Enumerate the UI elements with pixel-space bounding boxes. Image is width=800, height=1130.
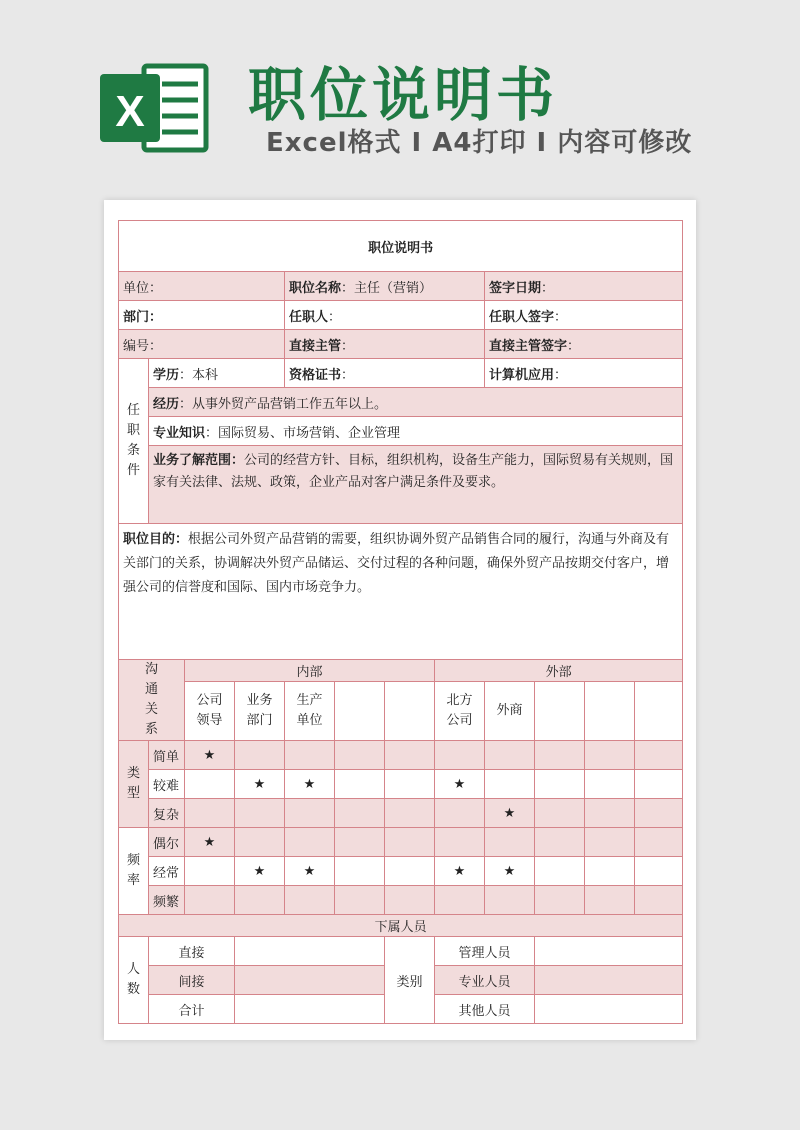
comm-cell[interactable] — [635, 828, 683, 857]
comm-row-label: 较难 — [149, 770, 185, 799]
document-sheet — [104, 200, 696, 1040]
star-mark-icon[interactable]: ★ — [485, 799, 535, 828]
subordinates-left-value[interactable] — [235, 995, 385, 1024]
supervisor-sign-label: 直接主管签字 — [489, 338, 568, 354]
purpose-cell[interactable] — [119, 524, 683, 660]
comm-cell[interactable] — [635, 741, 683, 770]
comm-cell[interactable] — [335, 828, 385, 857]
comm-cell[interactable] — [335, 770, 385, 799]
comm-column-header: 业务 部门 — [235, 682, 285, 741]
subordinates-right-value[interactable] — [535, 995, 683, 1024]
comm-cell[interactable] — [385, 741, 435, 770]
comm-row — [119, 886, 683, 915]
holder-sign-cell[interactable] — [485, 301, 683, 330]
comm-cell[interactable] — [185, 770, 235, 799]
comm-cell[interactable] — [635, 886, 683, 915]
star-mark-icon[interactable]: ★ — [285, 770, 335, 799]
star-mark-icon[interactable]: ★ — [435, 857, 485, 886]
education-cell[interactable] — [149, 359, 285, 388]
comm-cell[interactable] — [635, 857, 683, 886]
comm-cell[interactable] — [335, 741, 385, 770]
comm-cell[interactable] — [535, 741, 585, 770]
unit-cell[interactable] — [119, 272, 285, 301]
comm-row — [119, 828, 683, 857]
comm-row — [119, 770, 683, 799]
position-cell[interactable] — [285, 272, 485, 301]
education-label: 学历 — [153, 367, 180, 383]
comm-row-label: 频繁 — [149, 886, 185, 915]
qualification-side-label — [119, 359, 149, 524]
job-description-table — [118, 220, 683, 1024]
knowledge-value: ：国际贸易、市场营销、企业管理 — [205, 425, 401, 441]
comm-side-label — [119, 660, 185, 741]
comm-cell[interactable] — [185, 799, 235, 828]
freq-side-label: 频 率 — [119, 828, 149, 915]
comm-cell[interactable] — [435, 828, 485, 857]
star-mark-icon[interactable]: ★ — [485, 857, 535, 886]
comm-cell[interactable] — [585, 770, 635, 799]
logo-letter: X — [115, 87, 145, 136]
comm-external-header: 外部 — [435, 660, 683, 682]
sign-date-cell[interactable] — [485, 272, 683, 301]
star-mark-icon[interactable]: ★ — [285, 857, 335, 886]
computer-cell[interactable] — [485, 359, 683, 388]
dept-cell[interactable] — [119, 301, 285, 330]
comm-cell[interactable] — [385, 799, 435, 828]
scope-cell[interactable] — [149, 446, 683, 524]
comm-row — [119, 741, 683, 770]
comm-body — [119, 741, 683, 915]
comm-column-header — [385, 682, 435, 741]
sign-date-label: 签字日期 — [489, 280, 542, 296]
document-title: 职位说明书 — [119, 221, 683, 272]
comm-column-header — [535, 682, 585, 741]
comm-cell[interactable] — [285, 828, 335, 857]
comm-row-label: 偶尔 — [149, 828, 185, 857]
star-mark-icon[interactable]: ★ — [235, 770, 285, 799]
scope-value: 公司的经营方针、目标，组织机构，设备生产能力，国际贸易有关规则，国家有关法律、法规、政策，企业产品对客户满足条件及要求。 — [153, 453, 674, 490]
experience-label: 经历 — [153, 396, 180, 412]
experience-cell[interactable] — [149, 388, 683, 417]
comm-cell[interactable] — [585, 799, 635, 828]
subordinates-left-label: 直接 — [149, 937, 235, 966]
comm-row — [119, 799, 683, 828]
comm-column-header: 北方 公司 — [435, 682, 485, 741]
cert-value: ： — [341, 367, 355, 383]
purpose-value: 根据公司外贸产品营销的需要，组织协调外贸产品销售合同的履行，沟通与外商及有关部门的关系，协调解决外贸产品储运、交付过程的各种问题，确保外贸产品按期交付客户，增强公司的信誉度和国际、国内市场竞争力。 — [123, 532, 670, 595]
scope-label: 业务了解范围： — [153, 453, 245, 468]
comm-cell[interactable] — [235, 741, 285, 770]
position-label: 职位名称 — [289, 280, 342, 296]
subordinates-right-label: 管理人员 — [435, 937, 535, 966]
comm-internal-header: 内部 — [185, 660, 435, 682]
subordinates-right-label: 其他人员 — [435, 995, 535, 1024]
star-mark-icon[interactable]: ★ — [185, 741, 235, 770]
comm-cell[interactable] — [535, 886, 585, 915]
subordinates-right-label: 专业人员 — [435, 966, 535, 995]
comm-column-header — [635, 682, 683, 741]
page-title: 职位说明书 — [248, 61, 559, 129]
subordinates-left-label: 合计 — [149, 995, 235, 1024]
experience-value: ：从事外贸产品营销工作五年以上。 — [179, 396, 388, 412]
subordinates-row — [119, 937, 683, 966]
comm-cell[interactable] — [585, 857, 635, 886]
comm-row-label: 复杂 — [149, 799, 185, 828]
knowledge-cell[interactable] — [149, 417, 683, 446]
comm-cell[interactable] — [285, 886, 335, 915]
position-value: ：主任（营销） — [341, 280, 433, 296]
comm-cell[interactable] — [335, 857, 385, 886]
knowledge-label: 专业知识 — [153, 425, 206, 441]
subordinates-left-value[interactable] — [235, 966, 385, 995]
id-cell[interactable] — [119, 330, 285, 359]
comm-cell[interactable] — [435, 799, 485, 828]
comm-cell[interactable] — [335, 799, 385, 828]
category-label: 类别 — [385, 937, 435, 1024]
computer-label: 计算机应用 — [489, 367, 555, 383]
comm-cell[interactable] — [535, 857, 585, 886]
subordinates-right-value[interactable] — [535, 966, 683, 995]
comm-column-header: 生产 单位 — [285, 682, 335, 741]
comm-cell[interactable] — [285, 799, 335, 828]
comm-cell[interactable] — [185, 886, 235, 915]
subordinates-left-label: 间接 — [149, 966, 235, 995]
comm-cell[interactable] — [535, 828, 585, 857]
holder-label: 任职人 — [289, 309, 329, 325]
comm-row-label: 经常 — [149, 857, 185, 886]
unit-label: 单位： — [123, 280, 163, 296]
headcount-side-label: 人 数 — [119, 937, 149, 1024]
holder-sign-label: 任职人签字 — [489, 309, 555, 325]
comm-cell[interactable] — [635, 770, 683, 799]
star-mark-icon[interactable]: ★ — [235, 857, 285, 886]
excel-logo-icon — [100, 60, 210, 156]
subordinates-right-value[interactable] — [535, 937, 683, 966]
comm-cell[interactable] — [535, 770, 585, 799]
comm-cell[interactable] — [235, 799, 285, 828]
type-side-label: 类 型 — [119, 741, 149, 828]
cert-cell[interactable] — [285, 359, 485, 388]
comm-cell[interactable] — [235, 886, 285, 915]
comm-cell[interactable] — [585, 741, 635, 770]
comm-cell[interactable] — [235, 828, 285, 857]
comm-cell[interactable] — [285, 741, 335, 770]
holder-sign-value: ： — [554, 309, 568, 325]
supervisor-sign-cell[interactable] — [485, 330, 683, 359]
holder-cell[interactable] — [285, 301, 485, 330]
comm-column-header: 公司 领导 — [185, 682, 235, 741]
comm-cell[interactable] — [485, 886, 535, 915]
subordinates-left-value[interactable] — [235, 937, 385, 966]
comm-cell[interactable] — [335, 886, 385, 915]
comm-side-text: 沟 通 关 系 — [144, 662, 158, 737]
comm-cell[interactable] — [585, 828, 635, 857]
comm-row — [119, 857, 683, 886]
star-mark-icon[interactable]: ★ — [435, 770, 485, 799]
purpose-label: 职位目的： — [123, 532, 189, 547]
comm-cell[interactable] — [435, 886, 485, 915]
comm-column-header: 外商 — [485, 682, 535, 741]
id-label: 编号： — [123, 338, 163, 354]
comm-column-header — [585, 682, 635, 741]
qualification-side-text: 任 职 条 件 — [126, 403, 140, 478]
supervisor-value: ： — [341, 338, 355, 354]
comm-cell[interactable] — [485, 741, 535, 770]
comm-cell[interactable] — [485, 828, 535, 857]
comm-cell[interactable] — [385, 886, 435, 915]
supervisor-sign-value: ： — [567, 338, 581, 354]
comm-cell[interactable] — [185, 857, 235, 886]
subordinates-title: 下属人员 — [119, 915, 683, 937]
computer-value: ： — [554, 367, 568, 383]
subordinates-body — [119, 937, 683, 1024]
supervisor-cell[interactable] — [285, 330, 485, 359]
comm-cell[interactable] — [385, 828, 435, 857]
comm-cell[interactable] — [485, 770, 535, 799]
comm-cell[interactable] — [385, 770, 435, 799]
education-value: ：本科 — [179, 367, 219, 383]
header — [0, 0, 800, 200]
comm-cell[interactable] — [535, 799, 585, 828]
comm-cell[interactable] — [435, 741, 485, 770]
comm-column-header — [335, 682, 385, 741]
star-mark-icon[interactable]: ★ — [185, 828, 235, 857]
dept-label: 部门： — [123, 309, 163, 325]
comm-row-label: 简单 — [149, 741, 185, 770]
holder-value: ： — [328, 309, 342, 325]
comm-cell[interactable] — [585, 886, 635, 915]
sign-date-value: ： — [541, 280, 555, 296]
comm-columns-row — [119, 682, 683, 741]
comm-cell[interactable] — [385, 857, 435, 886]
comm-cell[interactable] — [635, 799, 683, 828]
cert-label: 资格证书 — [289, 367, 342, 383]
page-subtitle: Excel格式 Ⅰ A4打印 Ⅰ 内容可修改 — [266, 128, 693, 158]
supervisor-label: 直接主管 — [289, 338, 342, 354]
